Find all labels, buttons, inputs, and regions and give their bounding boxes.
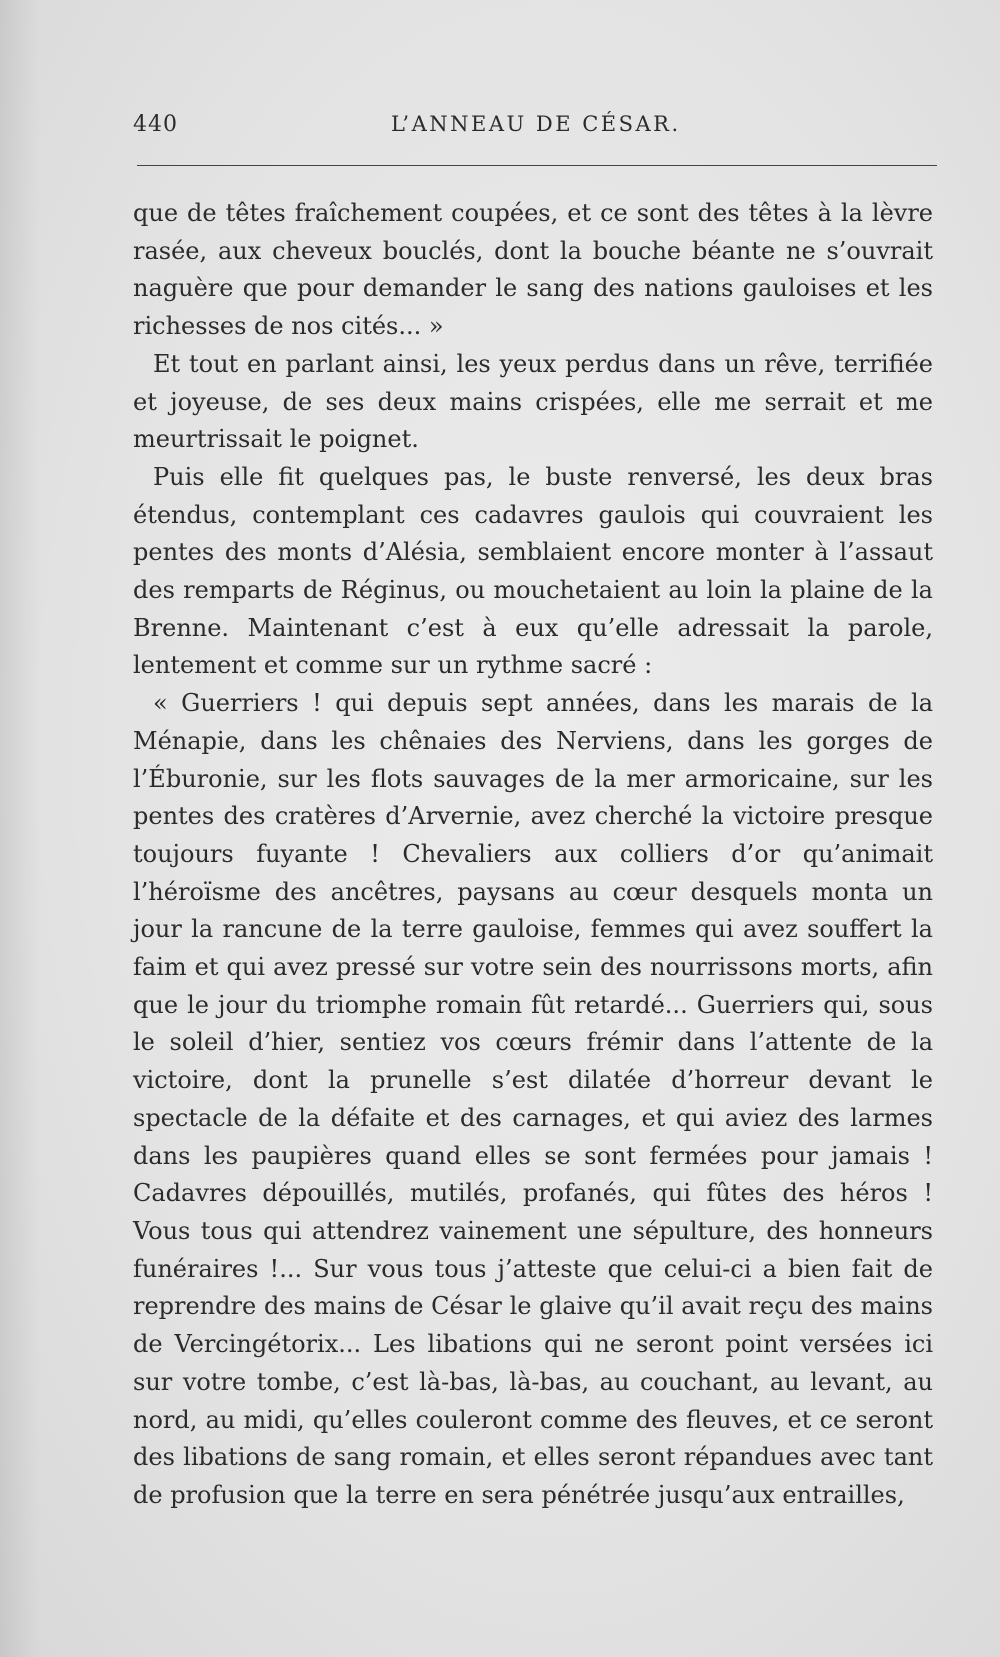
header-rule bbox=[137, 165, 937, 166]
paragraph: Et tout en parlant ainsi, les yeux perdus dans un rêve, terrifiée et joyeuse, de ses deux mains crispées, elle me serrait et me meurtrissait le poignet. bbox=[133, 349, 933, 454]
paragraph: Puis elle fit quelques pas, le buste renversé, les deux bras étendus, contemplant ces cadavres gaulois qui couvraient les pentes des monts d’Alésia, semblaient encore monter à l’assaut des remparts de Réginus, ou mouchetaient au loin la plaine de la Brenne. Maintenant c’est à eux qu’elle adressait la parole, lentement et comme sur un rythme sacré : bbox=[133, 462, 933, 680]
paragraph-continuation: que de têtes fraîchement coupées, et ce sont des têtes à la lèvre rasée, aux cheveux bouclés, dont la bouche béante ne s’ouvrait naguère que pour demander le sang des nations gauloises et les richesses de nos cités... » bbox=[133, 199, 933, 341]
spine-shadow bbox=[0, 0, 40, 1657]
page-number: 440 bbox=[133, 112, 178, 137]
running-title: L’ANNEAU DE CÉSAR. bbox=[391, 112, 681, 136]
body-text bbox=[133, 195, 933, 1515]
paragraph-speech: « Guerriers ! qui depuis sept années, dans les marais de la Ménapie, dans les chênaies des Nerviens, dans les gorges de l’Éburonie, sur les flots sauvages de la mer armoricaine, sur les pentes des cratères d’Arvernie, avez cherché la victoire presque toujours fuyante ! Chevaliers aux colliers d’or qu’animait l’héroïsme des ancêtres, paysans au cœur desquels monta un jour la rancune de la terre gauloise, femmes qui avez souffert la faim et qui avez pressé sur votre sein des nourrissons morts, afin que le jour du triomphe romain fût retardé... Guerriers qui, sous le soleil d’hier, sentiez vos cœurs frémir dans l’attente de la victoire, dont la prunelle s’est dilatée d’horreur devant le spectacle de la défaite et des carnages, et qui aviez des larmes dans les paupières quand elles se sont fermées pour jamais ! Cadavres dépouillés, mutilés, profanés, qui fûtes des héros ! Vous tous qui attendrez vainement une sépulture, des honneurs funéraires !... Sur vous tous j’atteste que celui-ci a bien fait de reprendre des mains de César le glaive qu’il avait reçu des mains de Vercingétorix... Les libations qui ne seront point versées ici sur votre tombe, c’est là-bas, là-bas, au couchant, au levant, au nord, au midi, qu’elles couleront comme des fleuves, et ce seront des libations de sang romain, et elles seront répandues avec tant de profusion que la terre en sera pénétrée jusqu’aux entrailles, bbox=[133, 689, 933, 1509]
page-header bbox=[133, 112, 933, 152]
